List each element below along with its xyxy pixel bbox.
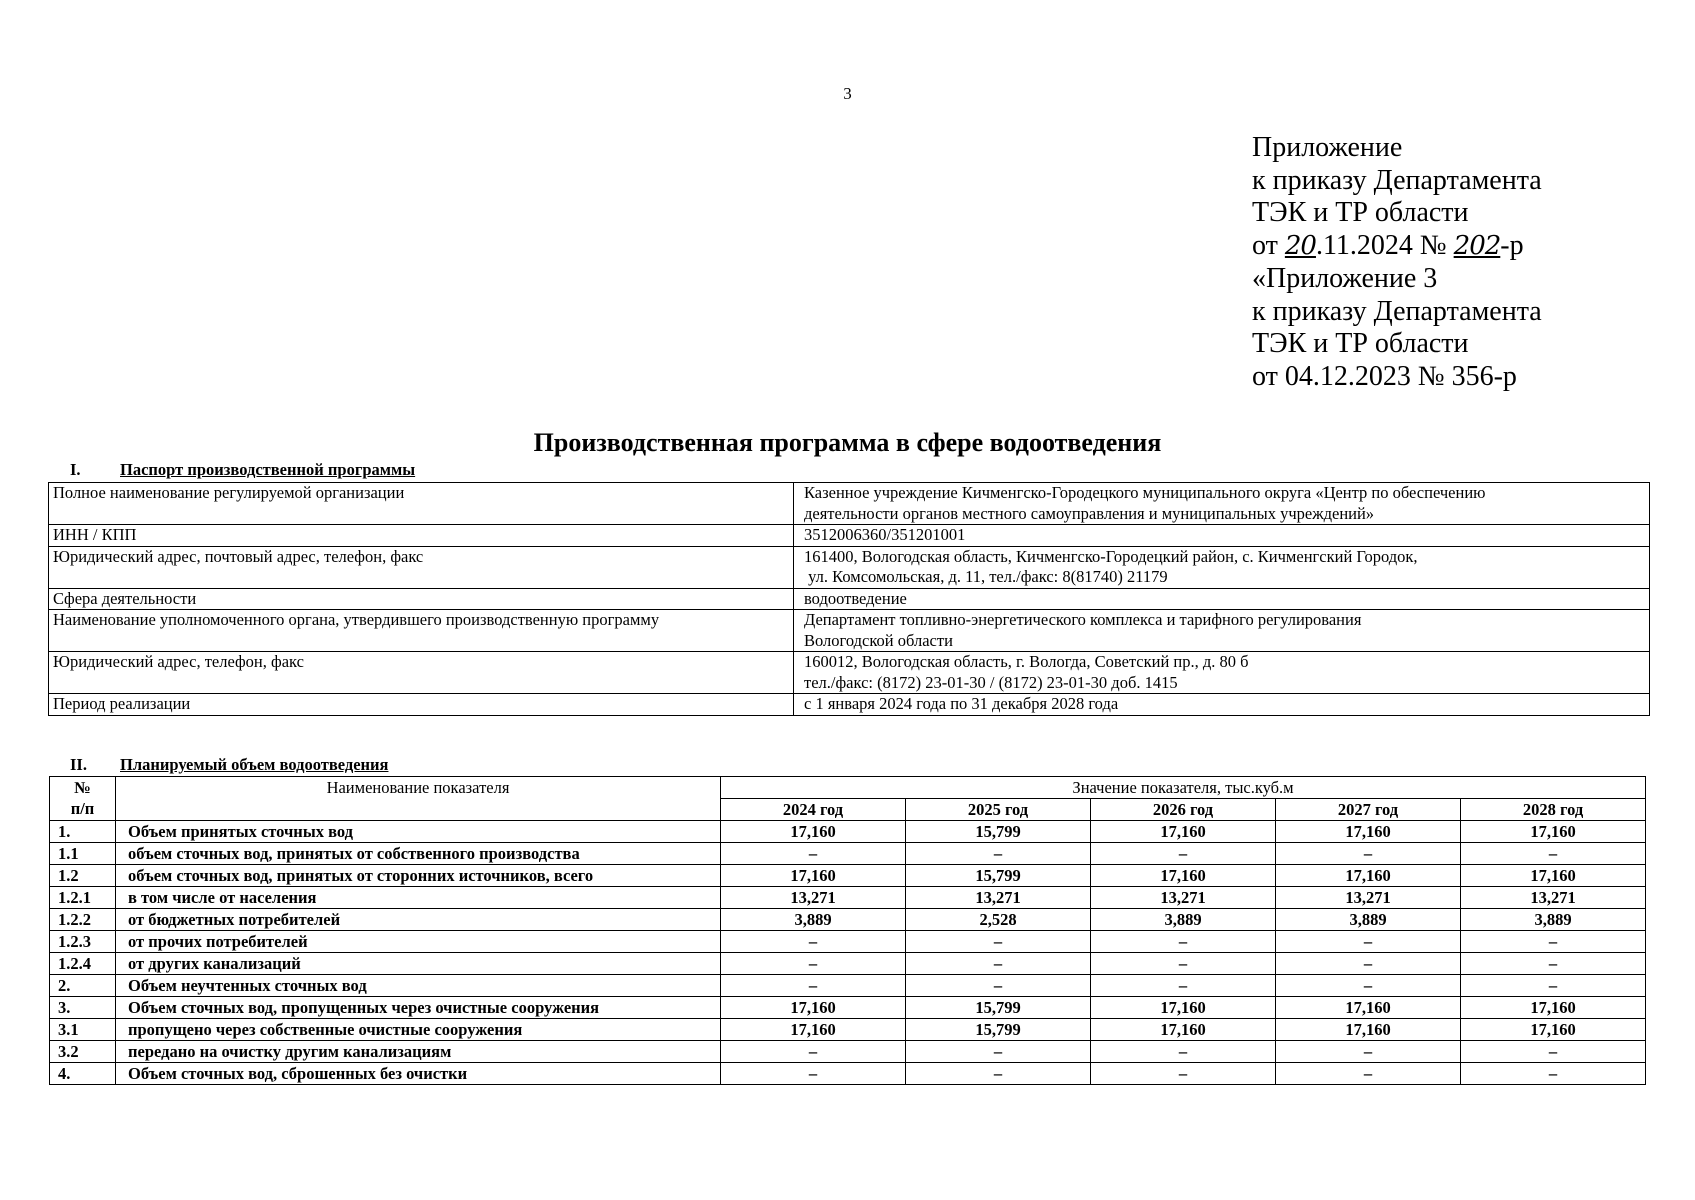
row-code: 1.2.4	[50, 953, 116, 975]
header-num-line1: №	[74, 778, 91, 797]
table-row	[50, 975, 1646, 997]
passport-value	[794, 546, 1650, 588]
row-value: 17,160	[721, 821, 906, 843]
passport-value-line: Казенное учреждение Кичменгско-Городецкого муниципального округа «Центр по обеспечению	[804, 483, 1486, 502]
passport-value-line: водоотведение	[804, 588, 907, 608]
header-num-line2: п/п	[70, 799, 95, 818]
passport-row	[49, 588, 1650, 610]
passport-row	[49, 610, 1650, 652]
section-1-title: Паспорт производственной программы	[120, 460, 416, 479]
passport-value	[794, 652, 1650, 694]
passport-value-line: деятельности органов местного самоуправления и муниципальных учреждений»	[804, 503, 1375, 523]
section-2-title: Планируемый объем водоотведения	[120, 755, 389, 774]
section-1-number: I.	[70, 460, 81, 479]
row-value: –	[906, 953, 1091, 975]
appendix-line: «Приложение 3	[1252, 262, 1438, 294]
row-name: объем сточных вод, принятых от собственного производства	[116, 843, 721, 865]
row-name: Объем неучтенных сточных вод	[116, 975, 721, 997]
header-name-cell: Наименование показателя	[116, 777, 721, 821]
row-name: от прочих потребителей	[116, 931, 721, 953]
row-value: –	[1461, 1063, 1646, 1085]
row-value: –	[1276, 953, 1461, 975]
row-name: объем сточных вод, принятых от сторонних источников, всего	[116, 865, 721, 887]
row-value: 17,160	[1091, 997, 1276, 1019]
passport-table	[48, 482, 1650, 716]
row-value: 17,160	[1276, 1019, 1461, 1041]
appendix-order-mid: .11.2024 №	[1315, 230, 1454, 262]
table-row	[50, 931, 1646, 953]
row-value: 17,160	[721, 865, 906, 887]
row-code: 1.2	[50, 865, 116, 887]
row-value: 13,271	[906, 887, 1091, 909]
row-value: 3,889	[1461, 909, 1646, 931]
passport-value-line: Департамент топливно-энергетического комплекса и тарифного регулирования	[804, 610, 1362, 629]
row-value: –	[906, 975, 1091, 997]
header-num-cell	[50, 777, 116, 821]
row-value: 17,160	[1091, 821, 1276, 843]
row-value: –	[721, 953, 906, 975]
row-code: 1.2.1	[50, 887, 116, 909]
table-row	[50, 1063, 1646, 1085]
table-row	[50, 887, 1646, 909]
appendix-order-line	[1252, 230, 1542, 263]
passport-row	[49, 546, 1650, 588]
row-value: –	[1461, 843, 1646, 865]
row-value: –	[1091, 1063, 1276, 1085]
row-value: 17,160	[1276, 865, 1461, 887]
row-value: 2,528	[906, 909, 1091, 931]
table-row	[50, 1041, 1646, 1063]
row-value: 13,271	[721, 887, 906, 909]
row-value: 15,799	[906, 821, 1091, 843]
row-value: 17,160	[1091, 865, 1276, 887]
row-value: –	[1276, 1041, 1461, 1063]
header-year: 2027 год	[1276, 799, 1461, 821]
passport-value-line: 161400, Вологодская область, Кичменгско-Городецкий район, с. Кичменгский Городок,	[804, 546, 1418, 566]
row-code: 1.1	[50, 843, 116, 865]
row-value: –	[721, 931, 906, 953]
handwritten-number: 202	[1453, 231, 1501, 262]
row-code: 1.2.3	[50, 931, 116, 953]
volume-table-body	[50, 821, 1646, 1085]
passport-table-body	[49, 483, 1650, 716]
row-code: 2.	[50, 975, 116, 997]
header-year: 2028 год	[1461, 799, 1646, 821]
passport-value	[794, 483, 1650, 525]
row-name: в том числе от населения	[116, 887, 721, 909]
row-value: –	[1091, 931, 1276, 953]
passport-row	[49, 483, 1650, 525]
row-value: –	[1276, 975, 1461, 997]
appendix-line: ТЭК и ТР области	[1252, 328, 1469, 360]
row-name: Объем сточных вод, пропущенных через очистные сооружения	[116, 997, 721, 1019]
table-row	[50, 997, 1646, 1019]
row-code: 1.	[50, 821, 116, 843]
passport-row	[49, 694, 1650, 716]
row-value: –	[906, 931, 1091, 953]
row-value: 3,889	[1276, 909, 1461, 931]
passport-value-line: с 1 января 2024 года по 31 декабря 2028 года	[804, 694, 1119, 713]
row-value: –	[721, 1041, 906, 1063]
row-code: 3.2	[50, 1041, 116, 1063]
volume-table	[49, 776, 1646, 1085]
row-code: 3.1	[50, 1019, 116, 1041]
table-row	[50, 909, 1646, 931]
row-value: –	[1276, 1063, 1461, 1085]
passport-value-line: ул. Комсомольская, д. 11, тел./факс: 8(81740) 21179	[804, 567, 1168, 586]
row-name: Объем сточных вод, сброшенных без очистки	[116, 1063, 721, 1085]
passport-label: Наименование уполномоченного органа, утвердившего производственную программу	[49, 610, 794, 652]
appendix-line: ТЭК и ТР области	[1252, 197, 1469, 229]
row-value: –	[1461, 931, 1646, 953]
table-row	[50, 865, 1646, 887]
row-value: 17,160	[1276, 997, 1461, 1019]
row-value: –	[906, 1041, 1091, 1063]
page-number: 3	[843, 84, 852, 103]
handwritten-day: 20	[1284, 231, 1316, 262]
passport-label: Полное наименование регулируемой организации	[49, 483, 794, 525]
table-row	[50, 821, 1646, 843]
row-name: Объем принятых сточных вод	[116, 821, 721, 843]
appendix-block	[1252, 132, 1542, 394]
row-name: передано на очистку другим канализациям	[116, 1041, 721, 1063]
passport-label: Период реализации	[49, 694, 794, 716]
passport-value	[794, 525, 1650, 547]
header-year: 2026 год	[1091, 799, 1276, 821]
row-value: –	[1091, 1041, 1276, 1063]
row-value: 17,160	[1461, 997, 1646, 1019]
appendix-line: к приказу Департамента	[1252, 164, 1542, 196]
appendix-line: к приказу Департамента	[1252, 295, 1542, 327]
passport-label: Юридический адрес, телефон, факс	[49, 652, 794, 694]
row-value: 17,160	[1461, 865, 1646, 887]
row-value: 15,799	[906, 1019, 1091, 1041]
row-value: –	[906, 843, 1091, 865]
row-value: –	[1461, 953, 1646, 975]
row-value: 17,160	[1461, 821, 1646, 843]
row-value: –	[906, 1063, 1091, 1085]
passport-value	[794, 610, 1650, 652]
passport-value-line: Вологодской области	[804, 630, 953, 650]
volume-table-header	[50, 777, 1646, 821]
appendix-order-prefix: от	[1252, 230, 1285, 262]
header-year: 2025 год	[906, 799, 1091, 821]
table-row	[50, 953, 1646, 975]
row-name: пропущено через собственные очистные сооружения	[116, 1019, 721, 1041]
row-value: 3,889	[1091, 909, 1276, 931]
row-value: –	[1461, 975, 1646, 997]
row-value: –	[721, 843, 906, 865]
row-name: от других канализаций	[116, 953, 721, 975]
appendix-line: Приложение	[1252, 132, 1403, 163]
row-code: 1.2.2	[50, 909, 116, 931]
passport-value	[794, 694, 1650, 716]
row-value: –	[1276, 843, 1461, 865]
row-value: 15,799	[906, 997, 1091, 1019]
passport-row	[49, 525, 1650, 547]
row-value: 17,160	[721, 1019, 906, 1041]
table-row	[50, 843, 1646, 865]
row-value: 17,160	[1461, 1019, 1646, 1041]
header-value-group: Значение показателя, тыс.куб.м	[721, 777, 1646, 799]
row-value: 17,160	[1091, 1019, 1276, 1041]
passport-value	[794, 588, 1650, 610]
passport-label: Сфера деятельности	[49, 588, 794, 610]
section-2-heading	[70, 755, 388, 775]
section-1-heading	[70, 460, 415, 480]
passport-label: ИНН / КПП	[49, 525, 794, 547]
document-title: Производственная программа в сфере водоотведения	[533, 428, 1162, 457]
row-value: 15,799	[906, 865, 1091, 887]
row-code: 4.	[50, 1063, 116, 1085]
row-value: –	[1091, 843, 1276, 865]
row-code: 3.	[50, 997, 116, 1019]
appendix-order-suffix: -р	[1500, 230, 1524, 262]
row-value: 17,160	[721, 997, 906, 1019]
section-2-number: II.	[70, 755, 87, 774]
appendix-line: от 04.12.2023 № 356-р	[1252, 360, 1517, 392]
passport-row	[49, 652, 1650, 694]
row-value: –	[1461, 1041, 1646, 1063]
row-value: 13,271	[1461, 887, 1646, 909]
row-value: 13,271	[1091, 887, 1276, 909]
row-name: от бюджетных потребителей	[116, 909, 721, 931]
row-value: –	[721, 975, 906, 997]
row-value: 17,160	[1276, 821, 1461, 843]
row-value: –	[721, 1063, 906, 1085]
passport-value-line: 160012, Вологодская область, г. Вологда, Советский пр., д. 80 б	[804, 652, 1249, 671]
passport-value-line: тел./факс: (8172) 23-01-30 / (8172) 23-01-30 доб. 1415	[804, 672, 1178, 692]
row-value: –	[1276, 931, 1461, 953]
passport-label: Юридический адрес, почтовый адрес, телефон, факс	[49, 546, 794, 588]
table-row	[50, 1019, 1646, 1041]
row-value: –	[1091, 953, 1276, 975]
row-value: –	[1091, 975, 1276, 997]
row-value: 3,889	[721, 909, 906, 931]
passport-value-line: 3512006360/351201001	[804, 525, 966, 544]
row-value: 13,271	[1276, 887, 1461, 909]
header-year: 2024 год	[721, 799, 906, 821]
